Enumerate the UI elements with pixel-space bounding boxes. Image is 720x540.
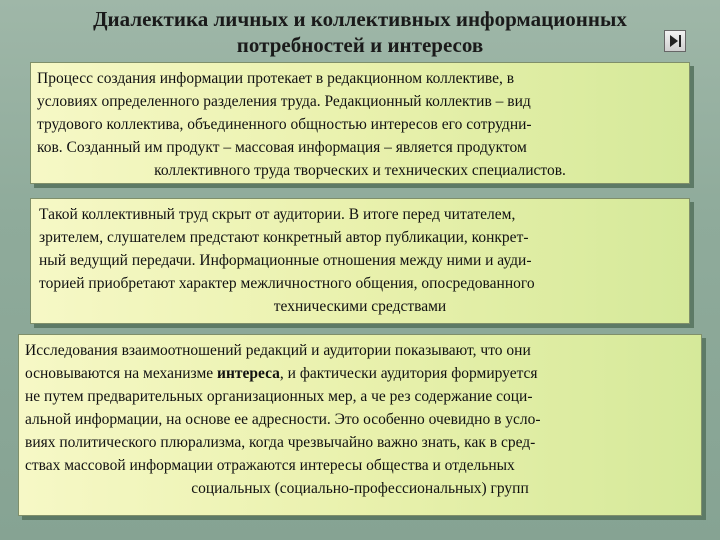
emphasis-word: интереса: [217, 365, 280, 382]
text-line: Исследования взаимоотношений редакций и аудитории показывают, что они: [25, 342, 531, 359]
text-line: Такой коллективный труд скрыт от аудитории. В итоге перед читателем,: [39, 206, 516, 223]
text-block-3: [18, 334, 702, 516]
text-line: социальных (социально-профессиональных) групп: [191, 480, 529, 497]
text-line: коллективного труда творческих и технических специалистов.: [154, 162, 566, 179]
text-line: виях политического плюрализма, когда чрезвычайно важно знать, как в сред-: [25, 434, 536, 451]
text-line: не путем предварительных организационных мер, а че рез содержание соци-: [25, 388, 533, 405]
text-line: Процесс создания информации протекает в редакционном коллективе, в: [37, 70, 515, 87]
text-line: альной информации, на основе ее адресности. Это особенно очевидно в усло-: [25, 411, 541, 428]
text-block-1: [30, 62, 690, 184]
text-block-2: [30, 198, 690, 324]
text-line: [25, 362, 695, 385]
text-line: ствах массовой информации отражаются интересы общества и отдельных: [25, 457, 515, 474]
text-line: трудового коллектива, объединенного общностью интересов его сотрудни-: [37, 116, 532, 133]
next-slide-button[interactable]: [664, 30, 686, 52]
next-slide-icon: [668, 34, 682, 48]
text-fragment: основываются на механизме: [25, 365, 218, 382]
slide-title: [30, 6, 690, 58]
text-line: ков. Созданный им продукт – массовая информация – является продуктом: [37, 139, 527, 156]
text-line: торией приобретают характер межличностного общения, опосредованного: [39, 275, 535, 292]
text-line: зрителем, слушателем предстают конкретный автор публикации, конкрет-: [39, 229, 529, 246]
slide-title-line-2: потребностей и интересов: [236, 33, 484, 57]
text-fragment: , и фактически аудитория формируется: [279, 365, 538, 382]
text-line: условиях определенного разделения труда. Редакционный коллектив – вид: [37, 93, 531, 110]
slide-title-line-1: Диалектика личных и коллективных информационных: [93, 7, 627, 31]
text-line: техническими средствами: [273, 298, 447, 315]
text-line: ный ведущий передачи. Информационные отношения между ними и ауди-: [39, 252, 532, 269]
